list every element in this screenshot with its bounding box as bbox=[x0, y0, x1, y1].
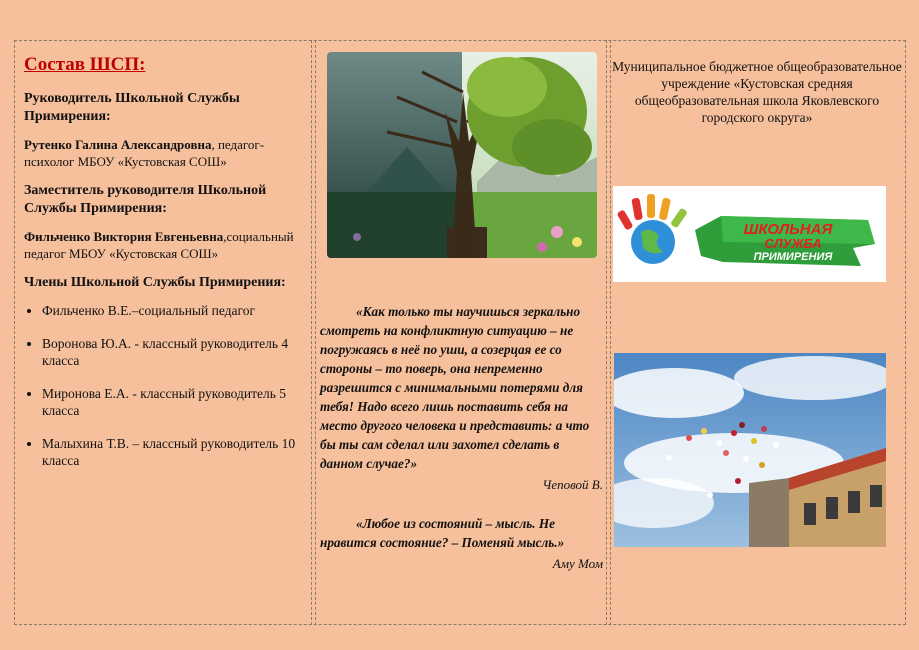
left-column bbox=[24, 54, 308, 485]
quote-2-block bbox=[320, 514, 603, 573]
school-mediation-logo bbox=[613, 186, 886, 282]
deputy-info bbox=[24, 228, 308, 262]
list-item: • Воронова Ю.А. - классный руководитель 4 класса bbox=[42, 335, 308, 369]
head-info bbox=[24, 136, 308, 170]
head-name: Рутенко Галина Александровна bbox=[24, 137, 212, 152]
list-item: • Миронова Е.А. - классный руководитель 5 класса bbox=[42, 385, 308, 419]
quote-2: «Любое из состояний – мысль. Не нравится состояние? – Поменяй мысль.» bbox=[320, 516, 565, 550]
column-divider bbox=[610, 40, 611, 625]
composition-title: Состав ШСП: bbox=[24, 54, 146, 75]
column-divider bbox=[606, 40, 607, 625]
deputy-name: Фильченко Виктория Евгеньевна bbox=[24, 229, 224, 244]
logo-text-line3: ПРИМИРЕНИЯ bbox=[753, 251, 833, 263]
members-list bbox=[24, 302, 308, 469]
logo-illustration bbox=[613, 186, 886, 282]
members-title: Члены Школьной Службы Примирения: bbox=[24, 275, 286, 290]
list-item: • Фильченко В.Е.–социальный педагог bbox=[42, 302, 308, 319]
list-item: • Малыхина Т.В. – классный руководитель 10 класса bbox=[42, 435, 308, 469]
logo-text-line2: СЛУЖБА bbox=[764, 236, 822, 251]
quote-1: «Как только ты научишься зеркально смотреть на конфликтную ситуацию – не погружаясь в неё по уши, а созерцая ее со стороны – то поверь, она непременно разрешится с минимальными потерями для тебя! Надо всего лишь поставить себя на место другого человека и представить: а что бы ты сам сделал или захотел сделать в данном случае?» bbox=[320, 304, 590, 471]
quote-2-author: Аму Мом bbox=[552, 556, 603, 571]
forest-tree-illustration bbox=[327, 52, 597, 258]
sky-balloons-photo bbox=[614, 353, 886, 547]
head-title: Руководитель Школьной Службы Примирения: bbox=[24, 91, 240, 124]
deputy-title: Заместитель руководителя Школьной Службы Примирения: bbox=[24, 183, 267, 216]
forest-image bbox=[327, 52, 597, 258]
column-divider bbox=[311, 40, 312, 625]
column-divider bbox=[315, 40, 316, 625]
quote-1-author: Чеповой В. bbox=[542, 477, 603, 492]
sky-photo-illustration bbox=[614, 353, 886, 547]
school-name: Муниципальное бюджетное общеобразовательное учреждение «Кустовская средняя общеобразовательная школа Яковлевского городского округа» bbox=[612, 59, 902, 125]
logo-text-line1: ШКОЛЬНАЯ bbox=[743, 221, 833, 238]
quote-1-block bbox=[320, 302, 603, 494]
deputy-role: ,социальный педагог МБОУ «Кустовская СОШ» bbox=[24, 229, 294, 261]
head-role: , педагог-психолог МБОУ «Кустовская СОШ» bbox=[24, 137, 265, 169]
